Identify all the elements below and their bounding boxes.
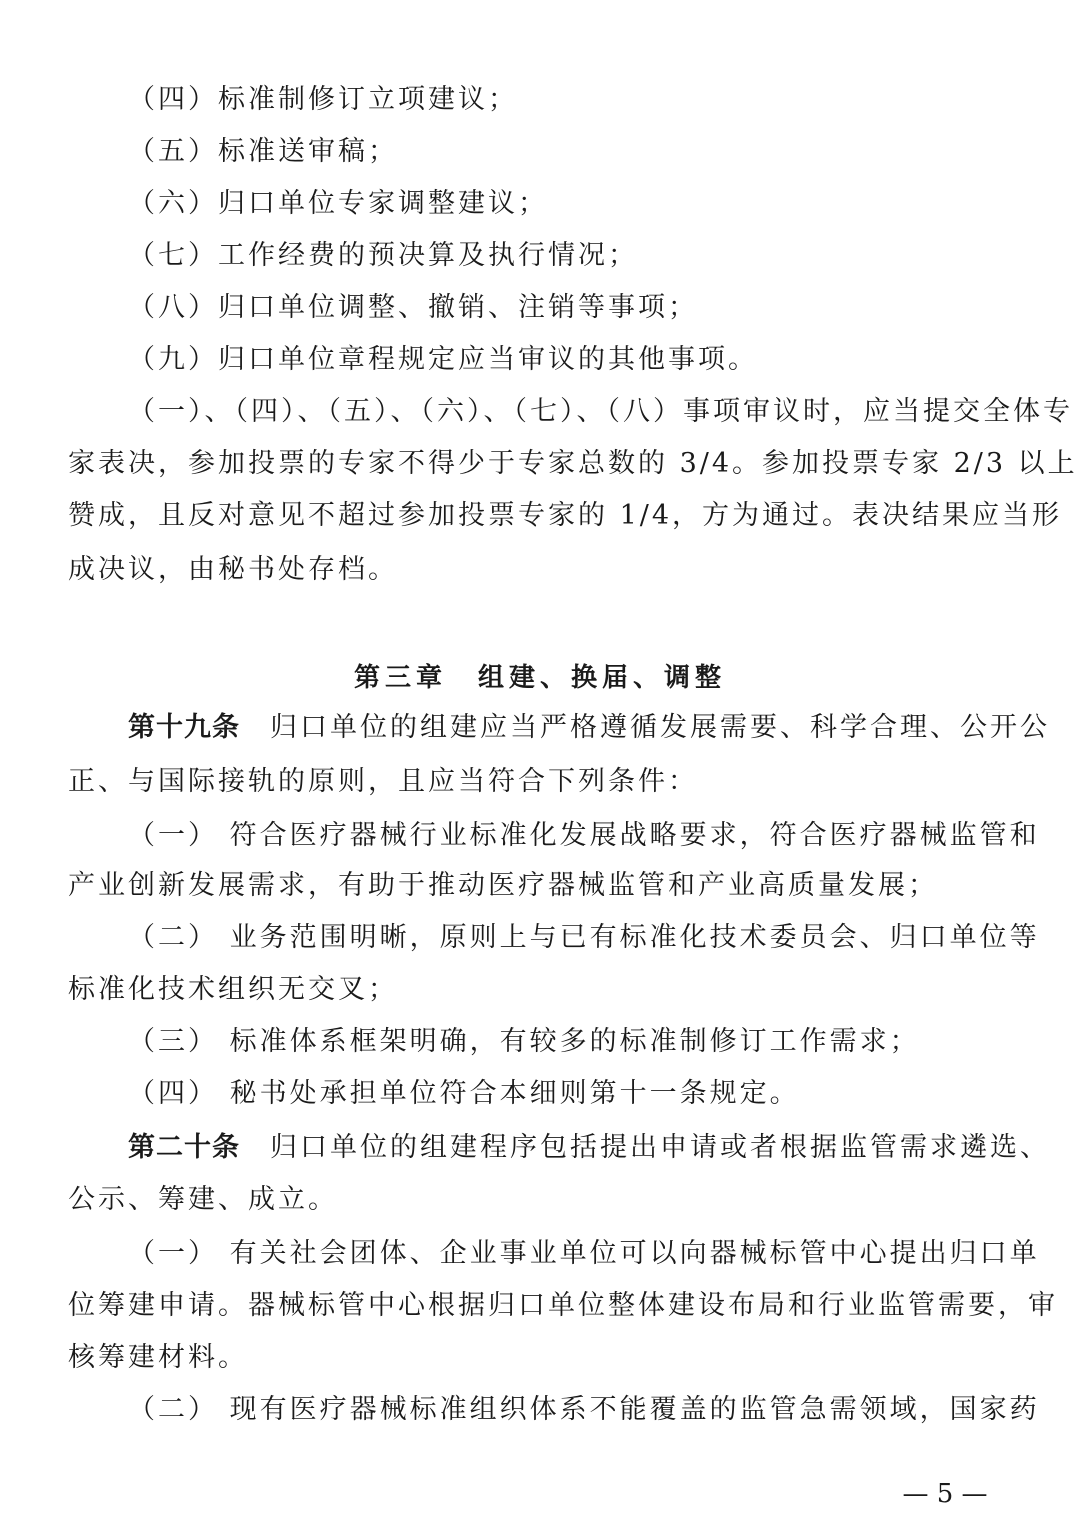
paragraph-line: 标准化技术组织无交叉；: [68, 974, 398, 1005]
paragraph-line: （一）、（四）、（五）、（六）、（七）、（八）事项审议时，应当提交全体专: [128, 396, 1073, 427]
list-item: （九）归口单位章程规定应当审议的其他事项。: [128, 344, 758, 375]
paragraph-line: 成决议，由秘书处存档。: [68, 554, 398, 585]
paragraph-line: 赞成，且反对意见不超过参加投票专家的 1/4，方为通过。表决结果应当形: [68, 500, 1063, 531]
list-item: （六）归口单位专家调整建议；: [128, 188, 548, 219]
list-item: （七）工作经费的预决算及执行情况；: [128, 240, 638, 271]
page-number: — 5 —: [902, 1479, 988, 1509]
paragraph-line: 公示、筹建、成立。: [68, 1184, 338, 1215]
list-item: （二） 业务范围明晰，原则上与已有标准化技术委员会、归口单位等: [128, 922, 1040, 953]
list-item: （四）标准制修订立项建议；: [128, 84, 518, 115]
chapter-title: 第三章 组建、换届、调整: [353, 663, 726, 693]
article-20-label: 第二十条: [128, 1132, 240, 1163]
paragraph-line: 位筹建申请。器械标管中心根据归口单位整体建设布局和行业监管需要，审: [68, 1290, 1058, 1321]
paragraph-line: 正、与国际接轨的原则，且应当符合下列条件：: [68, 766, 698, 797]
list-item: （一） 有关社会团体、企业事业单位可以向器械标管中心提出归口单: [128, 1238, 1040, 1269]
list-item: （三） 标准体系框架明确，有较多的标准制修订工作需求；: [128, 1026, 920, 1057]
article-20-line: [128, 1130, 1050, 1166]
list-item: （五）标准送审稿；: [128, 136, 398, 167]
list-item: （八）归口单位调整、撤销、注销等事项；: [128, 292, 698, 323]
list-item: （四） 秘书处承担单位符合本细则第十一条规定。: [128, 1078, 800, 1109]
article-19-text: 归口单位的组建应当严格遵循发展需要、科学合理、公开公: [270, 712, 1050, 743]
list-item: （一） 符合医疗器械行业标准化发展战略要求，符合医疗器械监管和: [128, 820, 1040, 851]
paragraph-line: 核筹建材料。: [68, 1342, 248, 1373]
paragraph-line: 产业创新发展需求，有助于推动医疗器械监管和产业高质量发展；: [68, 870, 938, 901]
list-item: （二） 现有医疗器械标准组织体系不能覆盖的监管急需领域，国家药: [128, 1394, 1040, 1425]
article-20-text: 归口单位的组建程序包括提出申请或者根据监管需求遴选、: [270, 1132, 1050, 1163]
paragraph-line: 家表决，参加投票的专家不得少于专家总数的 3/4。参加投票专家 2/3 以上: [68, 448, 1078, 479]
article-19-label: 第十九条: [128, 712, 240, 743]
article-19-line: [128, 710, 1050, 746]
